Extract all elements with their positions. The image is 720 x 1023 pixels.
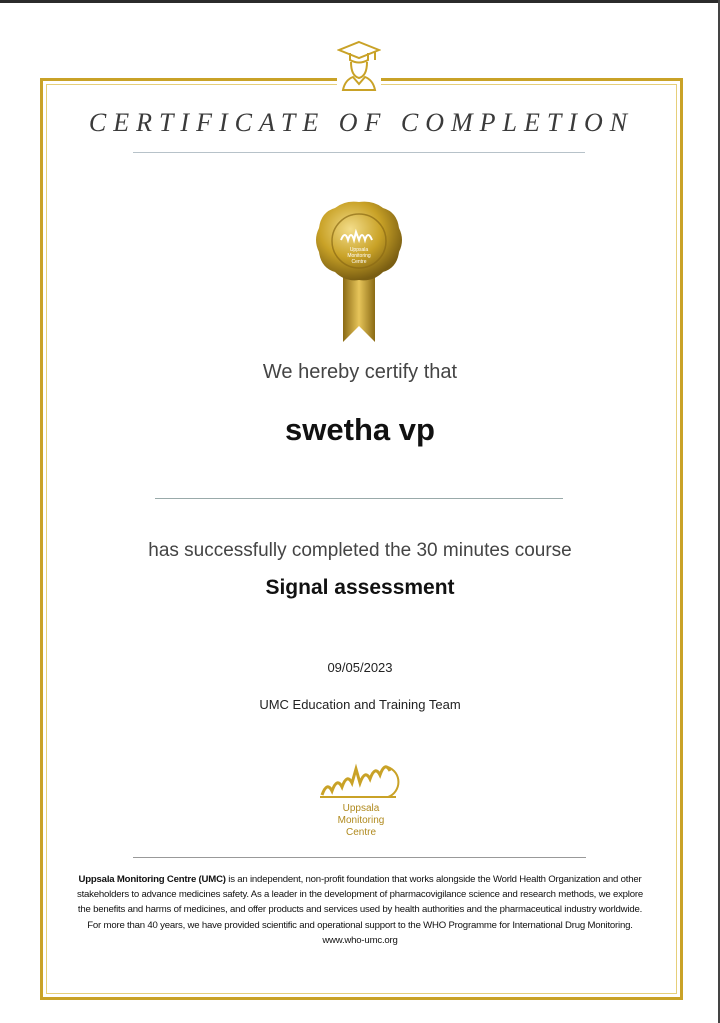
footer-org-name: Uppsala Monitoring Centre (UMC) (78, 874, 226, 885)
seal-text-line3: Centre (351, 259, 367, 265)
footer-description: is an independent, non-profit foundation that works alongside the World Health Organization and other stakeholders to advance medicines safety. As a leader in the development of pharmacovigilance science and research methods, we explore the benefits and harms of medicines, and offer products and services used by health authorities and the pharmaceutical industry worldwide. For more than 40 years, we have provided scientific and operational support to the WHO Programme for International Drug Monitoring. www.who-umc.org (76, 874, 644, 946)
wax-seal-icon (313, 198, 405, 344)
seal-text-line2: Monitoring (347, 253, 371, 259)
umc-logo-icon (318, 755, 404, 839)
logo-text-line3: Centre (345, 827, 377, 838)
logo-text-line2: Monitoring (337, 815, 385, 826)
logo-text-line1: Uppsala (342, 803, 380, 814)
seal-text-line1: Uppsala (349, 247, 369, 253)
certificate-title: CERTIFICATE OF COMPLETION (88, 108, 635, 137)
name-underline (155, 498, 563, 499)
completion-date: 09/05/2023 (327, 660, 393, 675)
footer-divider (133, 857, 586, 858)
recipient-name: swetha vp (285, 412, 435, 447)
title-divider (133, 152, 585, 153)
graduation-cap-icon (337, 40, 381, 92)
issuer-team: UMC Education and Training Team (259, 697, 461, 712)
course-name: Signal assessment (265, 576, 455, 599)
screen-edge-top (0, 0, 720, 3)
completion-statement: has successfully completed the 30 minutes course (148, 540, 572, 561)
footer-text (70, 872, 650, 948)
certify-statement: We hereby certify that (262, 361, 458, 383)
